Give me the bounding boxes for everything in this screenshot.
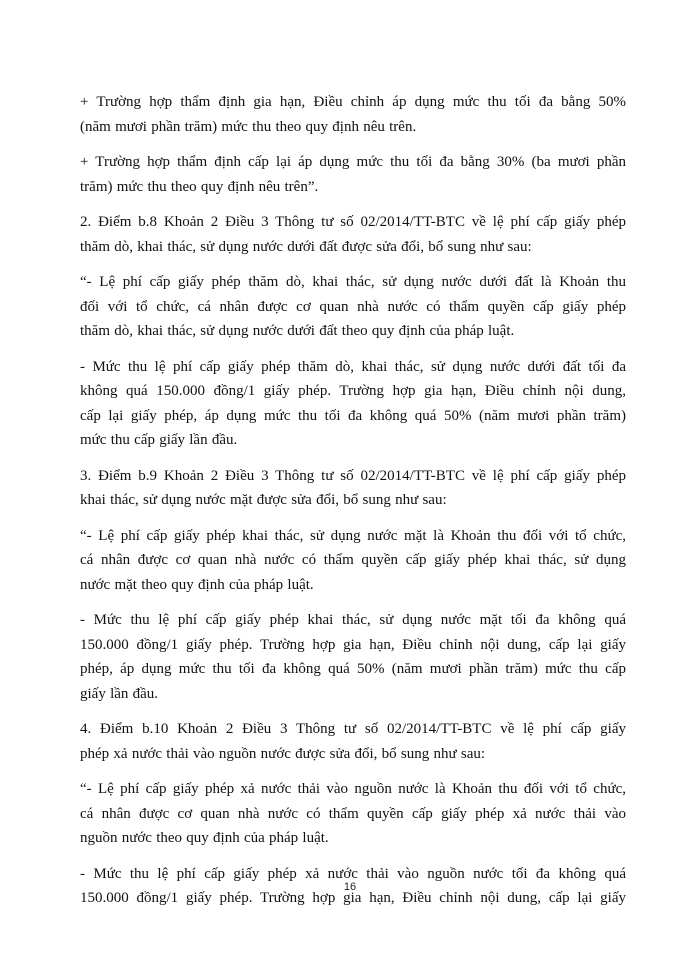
text-line: (năm mươi phần trăm) mức thu theo quy định nêu trên. (80, 118, 417, 135)
text-line: 2. Điểm b.8 Khoản 2 Điều 3 Thông tư số 02/2014/TT-BTC về lệ phí cấp giấy phép (80, 214, 626, 230)
text-line: - Mức thu lệ phí cấp giấy phép thăm dò, khai thác, sử dụng nước dưới đất tối đa (80, 358, 626, 375)
paragraph (80, 524, 626, 598)
paragraph (80, 717, 626, 766)
paragraph (80, 355, 626, 453)
paragraph (80, 90, 626, 139)
paragraph (80, 150, 626, 199)
text-line: thăm dò, khai thác, sử dụng nước dưới đất được sửa đổi, bổ sung như sau: (80, 238, 532, 255)
text-line: phép, áp dụng mức thu tối đa không quá 50% (năm mươi phần trăm) mức thu cấp (80, 661, 626, 677)
text-line: “- Lệ phí cấp giấy phép thăm dò, khai thác, sử dụng nước dưới đất là Khoản thu (80, 274, 626, 290)
text-line: đối với tổ chức, cá nhân được cơ quan nhà nước có thẩm quyền cấp giấy phép (80, 298, 626, 315)
text-line: 150.000 đồng/1 giấy phép. Trường hợp gia hạn, Điều chỉnh nội dung, cấp lại giấy (80, 636, 626, 653)
text-line: trăm) mức thu theo quy định nêu trên”. (80, 178, 319, 195)
text-line: + Trường hợp thẩm định cấp lại áp dụng mức thu tối đa bằng 30% (ba mươi phần (80, 154, 626, 170)
text-line: 4. Điểm b.10 Khoản 2 Điều 3 Thông tư số 02/2014/TT-BTC về lệ phí cấp giấy (80, 721, 626, 737)
text-line: 3. Điểm b.9 Khoản 2 Điều 3 Thông tư số 02/2014/TT-BTC về lệ phí cấp giấy phép (80, 467, 626, 484)
text-line: nguồn nước theo quy định của pháp luật. (80, 830, 329, 846)
text-line: + Trường hợp thẩm định gia hạn, Điều chỉnh áp dụng mức thu tối đa bằng 50% (80, 94, 626, 110)
text-line: khai thác, sử dụng nước mặt được sửa đổi, bổ sung như sau: (80, 492, 447, 508)
text-line: - Mức thu lệ phí cấp giấy phép khai thác, sử dụng nước mặt tối đa không quá (80, 612, 626, 628)
paragraph (80, 464, 626, 513)
paragraph (80, 777, 626, 851)
document-body (80, 90, 626, 922)
text-line: cá nhân được cơ quan nhà nước có thẩm quyền cấp giấy phép xả nước thải vào (80, 805, 626, 822)
text-line: phép xả nước thải vào nguồn nước được sửa đổi, bổ sung như sau: (80, 745, 486, 762)
text-line: giấy lần đầu. (80, 685, 159, 702)
text-line: nước mặt theo quy định của pháp luật. (80, 576, 314, 593)
text-line: mức thu cấp giấy lần đầu. (80, 432, 238, 448)
paragraph (80, 270, 626, 344)
page-number: 16 (343, 881, 357, 893)
text-line: cấp lại giấy phép, áp dụng mức thu tối đa không quá 50% (năm mươi phần trăm) (80, 407, 626, 424)
paragraph (80, 608, 626, 706)
text-line: thăm dò, khai thác, sử dụng nước dưới đất theo quy định của pháp luật. (80, 323, 515, 339)
text-line: không quá 150.000 đồng/1 giấy phép. Trường hợp gia hạn, Điều chỉnh nội dung, (80, 383, 626, 399)
paragraph (80, 210, 626, 259)
text-line: “- Lệ phí cấp giấy phép khai thác, sử dụng nước mặt là Khoản thu đối với tổ chức, (80, 527, 626, 544)
text-line: - Mức thu lệ phí cấp giấy phép xả nước thải vào nguồn nước tối đa không quá (80, 865, 626, 882)
text-line: 150.000 đồng/1 giấy phép. Trường hợp gia hạn, Điều chỉnh nội dung, cấp lại giấy (80, 890, 626, 906)
text-line: “- Lệ phí cấp giấy phép xả nước thải vào nguồn nước là Khoản thu đối với tổ chức, (80, 781, 626, 797)
text-line: cá nhân được cơ quan nhà nước có thẩm quyền cấp giấy phép khai thác, sử dụng (80, 552, 626, 568)
